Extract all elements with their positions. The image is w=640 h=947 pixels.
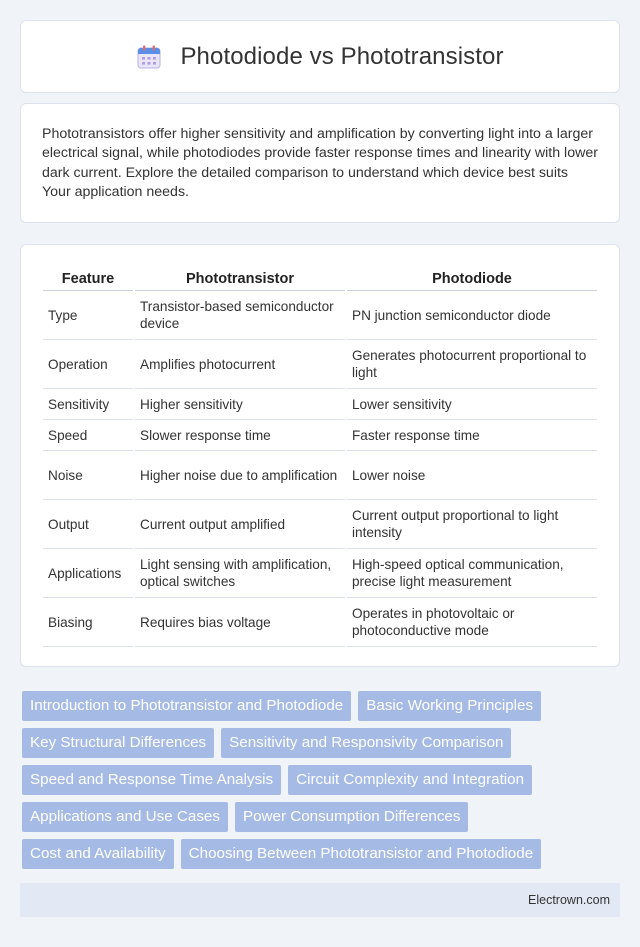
tag-row: [22, 765, 622, 795]
tag-sensitivity-comparison[interactable]: Sensitivity and Responsivity Comparison: [221, 728, 511, 758]
cell-photodiode: Current output proportional to light intensity: [347, 500, 597, 549]
tag-applications[interactable]: Applications and Use Cases: [22, 802, 228, 832]
cell-photodiode: Operates in photovoltaic or photoconductive mode: [347, 598, 597, 647]
table-row: [43, 340, 597, 389]
header-feature: Feature: [43, 265, 133, 291]
table-header-row: [43, 265, 597, 291]
cell-feature: Type: [43, 291, 133, 340]
cell-phototransistor: Current output amplified: [135, 500, 345, 549]
cell-photodiode: Lower noise: [347, 451, 597, 500]
tag-row: [22, 691, 622, 721]
tag-circuit-complexity[interactable]: Circuit Complexity and Integration: [288, 765, 532, 795]
cell-feature: Biasing: [43, 598, 133, 647]
cell-phototransistor: Slower response time: [135, 420, 345, 451]
header-photodiode: Photodiode: [347, 265, 597, 291]
cell-photodiode: Faster response time: [347, 420, 597, 451]
tag-row: [22, 802, 622, 832]
intro-card: [20, 103, 620, 223]
page-title: Photodiode vs Phototransistor: [180, 42, 504, 70]
cell-feature: Speed: [43, 420, 133, 451]
cell-feature: Applications: [43, 549, 133, 598]
calendar-icon: [136, 44, 162, 70]
table-row: [43, 598, 597, 647]
cell-photodiode: Generates photocurrent proportional to light: [347, 340, 597, 389]
footer-site-name[interactable]: Electrown.com: [528, 893, 610, 907]
tag-basic-working-principles[interactable]: Basic Working Principles: [358, 691, 541, 721]
cell-photodiode: PN junction semiconductor diode: [347, 291, 597, 340]
tag-introduction[interactable]: Introduction to Phototransistor and Photodiode: [22, 691, 351, 721]
table-row: [43, 420, 597, 451]
table-row: [43, 291, 597, 340]
tag-speed-response-time[interactable]: Speed and Response Time Analysis: [22, 765, 281, 795]
cell-phototransistor: Requires bias voltage: [135, 598, 345, 647]
cell-feature: Noise: [43, 451, 133, 500]
title-wrap: [136, 43, 503, 71]
table-row: [43, 500, 597, 549]
tag-row: [22, 839, 622, 869]
cell-phototransistor: Transistor-based semiconductor device: [135, 291, 345, 340]
cell-phototransistor: Amplifies photocurrent: [135, 340, 345, 389]
tag-choosing-between[interactable]: Choosing Between Phototransistor and Photodiode: [181, 839, 542, 869]
comparison-table-card: [20, 244, 620, 667]
footer: [20, 883, 620, 917]
cell-feature: Sensitivity: [43, 389, 133, 420]
table-row: [43, 389, 597, 420]
cell-photodiode: Lower sensitivity: [347, 389, 597, 420]
header-phototransistor: Phototransistor: [135, 265, 345, 291]
table-row: [43, 451, 597, 500]
cell-phototransistor: Higher noise due to amplification: [135, 451, 345, 500]
table-row: [43, 549, 597, 598]
title-card: [20, 20, 620, 93]
cell-feature: Operation: [43, 340, 133, 389]
tag-key-structural-differences[interactable]: Key Structural Differences: [22, 728, 214, 758]
tag-row: [22, 728, 622, 758]
intro-text: Phototransistors offer higher sensitivity and amplification by converting light into a larger electrical signal, while photodiodes provide faster response times and linearity with lower dark current. Explore the detailed comparison to understand which device best suits Your application needs.: [42, 126, 598, 201]
cell-phototransistor: Light sensing with amplification, optical switches: [135, 549, 345, 598]
cell-feature: Output: [43, 500, 133, 549]
tag-power-consumption[interactable]: Power Consumption Differences: [235, 802, 469, 832]
cell-photodiode: High-speed optical communication, precise light measurement: [347, 549, 597, 598]
cell-phototransistor: Higher sensitivity: [135, 389, 345, 420]
tag-cost-availability[interactable]: Cost and Availability: [22, 839, 174, 869]
topic-tags: [22, 691, 622, 876]
comparison-table: [41, 265, 599, 647]
